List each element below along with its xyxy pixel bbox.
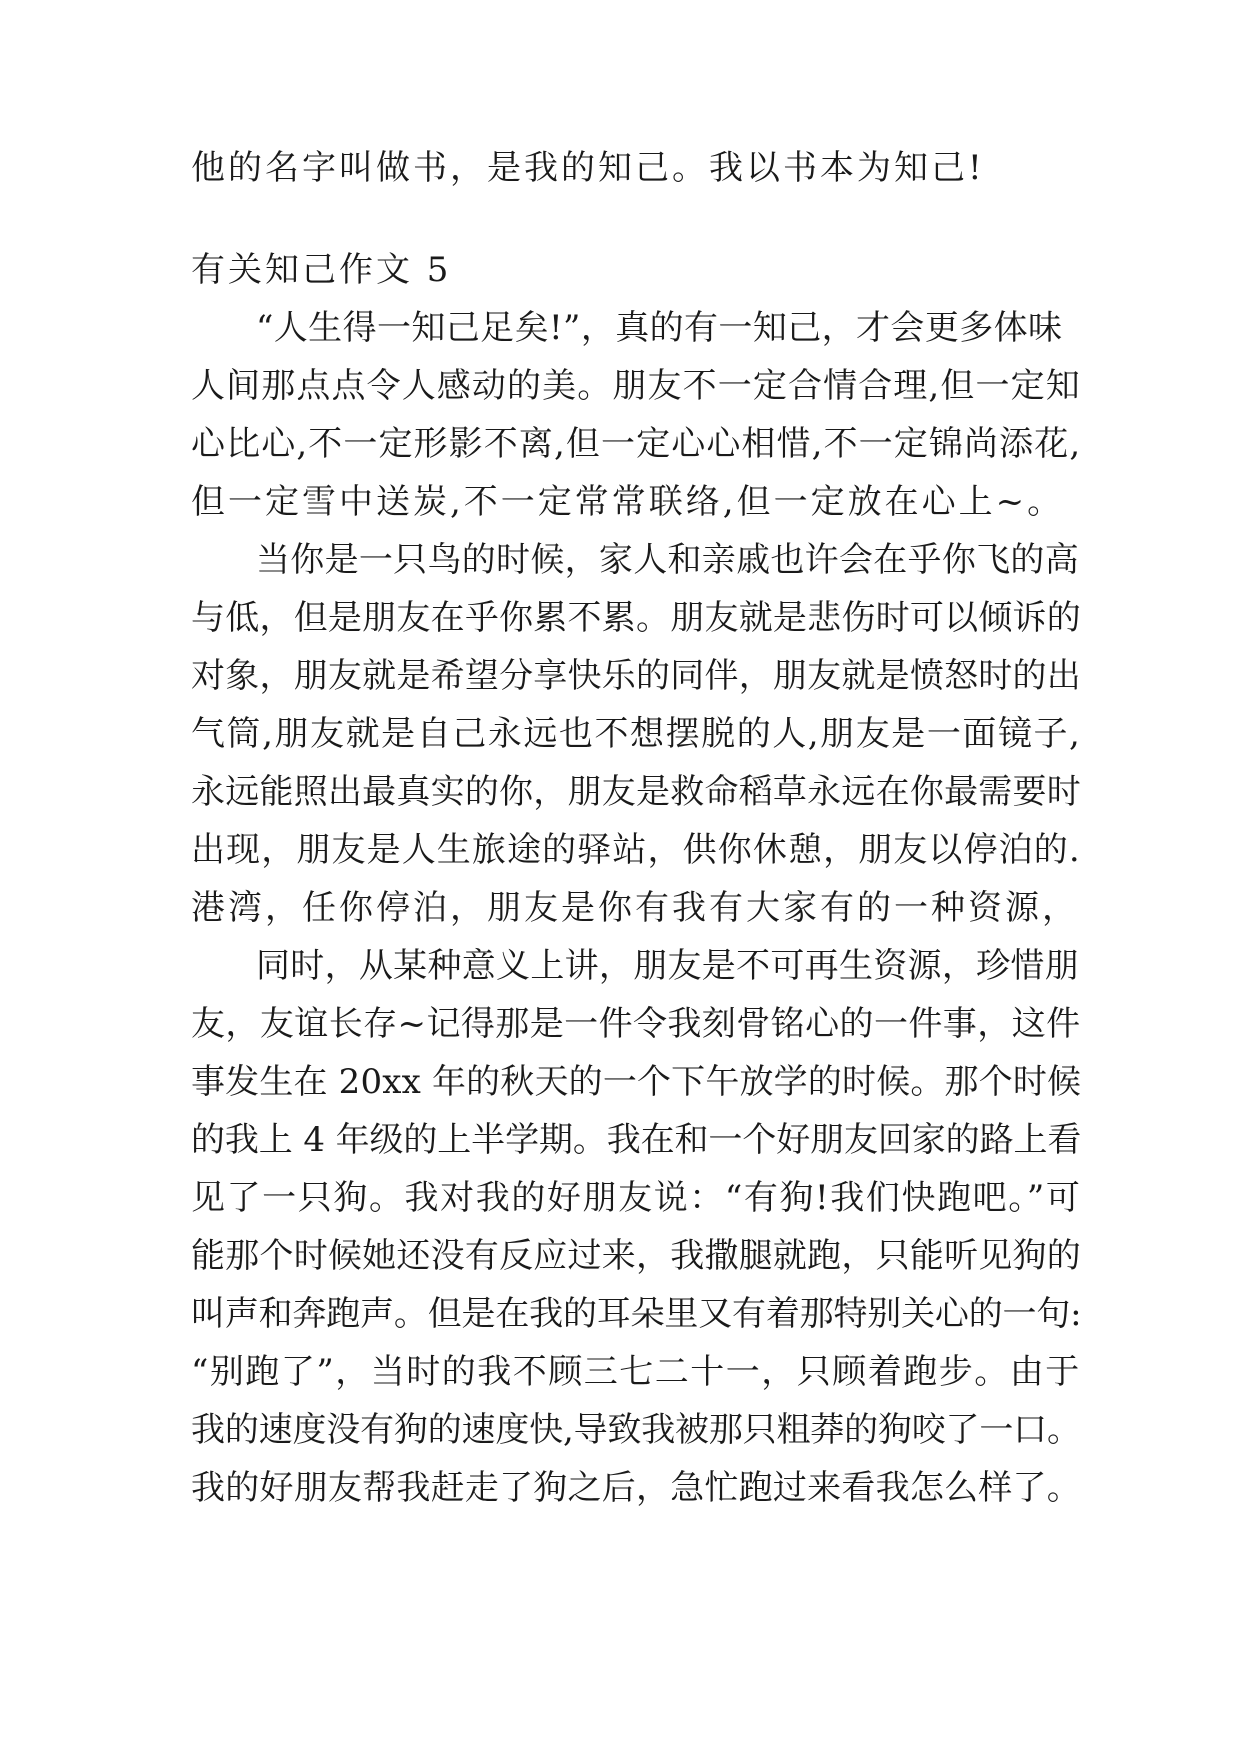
text-line: 与低，但是朋友在乎你累不累。朋友就是悲伤时可以倾诉的 [191,598,1081,638]
text-line: 我的好朋友帮我赶走了狗之后，急忙跑过来看我怎么样了。 [191,1468,1081,1508]
text-line: 出现，朋友是人生旅途的驿站，供你休憩，朋友以停泊的. [191,830,1081,870]
text-line: 能那个时候她还没有反应过来，我撒腿就跑，只能听见狗的 [191,1236,1081,1276]
text-line: 心比心,不一定形影不离,但一定心心相惜,不一定锦尚添花, [191,424,1082,464]
text-line: 港湾，任你停泊，朋友是你有我有大家有的一种资源， [191,888,1079,928]
text-line: 他的名字叫做书，是我的知己。我以书本为知己! [191,148,985,188]
paragraph-first-line: 同时，从某种意义上讲，朋友是不可再生资源，珍惜朋 [256,946,1079,986]
text-line: 事发生在 20xx 年的秋天的一个下午放学的时候。那个时候 [191,1062,1082,1102]
text-line: 对象，朋友就是希望分享快乐的同伴，朋友就是愤怒时的出 [191,656,1081,696]
text-line: 气筒,朋友就是自己永远也不想摆脱的人,朋友是一面镜子, [191,714,1082,754]
text-line: 我的速度没有狗的速度快,导致我被那只粗莽的狗咬了一口。 [191,1410,1081,1450]
text-line: 的我上 4 年级的上半学期。我在和一个好朋友回家的路上看 [191,1120,1082,1160]
text-line: 永远能照出最真实的你，朋友是救命稻草永远在你最需要时 [191,772,1081,812]
text-line: “别跑了”，当时的我不顾三七二十一，只顾着跑步。由于 [191,1352,1081,1392]
paragraph-first-line: 当你是一只鸟的时候，家人和亲戚也许会在乎你飞的高 [256,540,1079,580]
text-line: 但一定雪中送炭,不一定常常联络,但一定放在心上~。 [191,482,1065,522]
paragraph-first-line: “人生得一知己足矣!”，真的有一知己，才会更多体味 [256,308,1063,348]
text-line: 见了一只狗。我对我的好朋友说：“有狗!我们快跑吧。”可 [191,1178,1082,1218]
section-heading: 有关知己作文 5 [191,250,452,290]
text-line: 人间那点点令人感动的美。朋友不一定合情合理,但一定知 [191,366,1081,406]
text-line: 友，友谊长存~记得那是一件令我刻骨铭心的一件事，这件 [191,1004,1081,1044]
text-line: 叫声和奔跑声。但是在我的耳朵里又有着那特别关心的一句: [191,1294,1082,1334]
